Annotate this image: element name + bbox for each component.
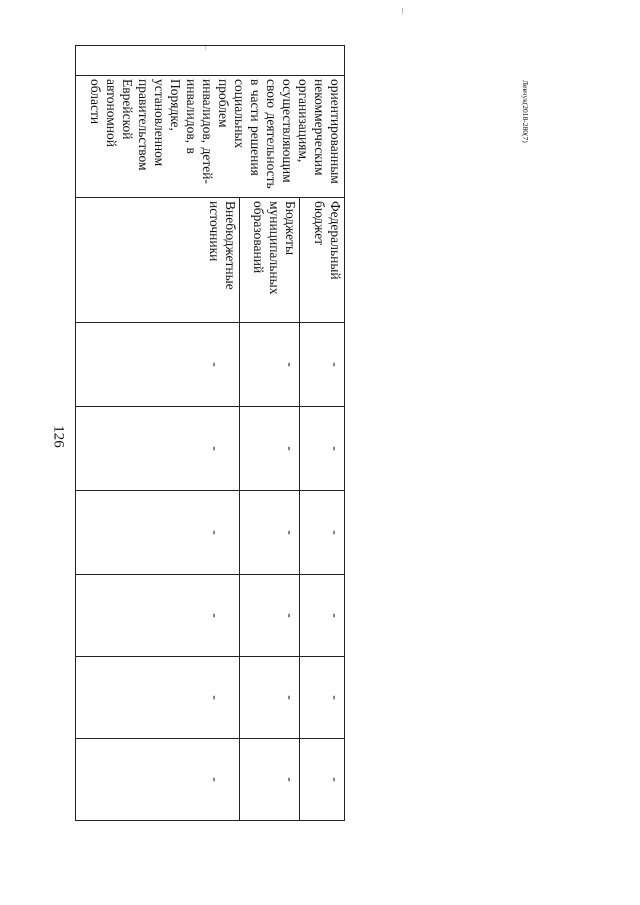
rotated-table-wrapper: [75, 45, 345, 820]
table-row: [300, 46, 345, 821]
value-cell: -: [240, 491, 300, 575]
value-cell: -: [76, 323, 240, 407]
empty-cell: [76, 46, 345, 76]
value-cell: -: [300, 491, 345, 575]
value-cell: -: [240, 657, 300, 739]
program-text-cell: [76, 76, 345, 198]
source-cell: Федеральный бюджет: [300, 198, 345, 323]
value-cell: -: [300, 407, 345, 491]
value-cell: -: [76, 407, 240, 491]
source-cell: Внебюджетные источники: [76, 198, 240, 323]
value-cell: -: [240, 407, 300, 491]
value-cell: -: [76, 491, 240, 575]
value-cell: -: [76, 575, 240, 657]
value-cell: -: [76, 739, 240, 821]
value-cell: -: [240, 739, 300, 821]
value-cell: -: [300, 575, 345, 657]
page-number: 126: [50, 425, 67, 448]
program-text: ориентированным некоммерческим организациям, осуществляющим свою деятельность в части решения социальных проблем инвалидов, детей-инвалидов, в Порядке, установленном правительством Еврейской автономной области: [88, 79, 343, 189]
value-cell: -: [240, 323, 300, 407]
value-cell: -: [76, 657, 240, 739]
value-cell: -: [240, 575, 300, 657]
value-cell: -: [300, 323, 345, 407]
side-note: Левчук(2018-280(7): [521, 80, 530, 143]
funding-table: [75, 45, 345, 821]
scan-mark: [402, 8, 403, 14]
source-cell: Бюджеты муниципальных образований: [240, 198, 300, 323]
value-cell: -: [300, 739, 345, 821]
value-cell: -: [300, 657, 345, 739]
